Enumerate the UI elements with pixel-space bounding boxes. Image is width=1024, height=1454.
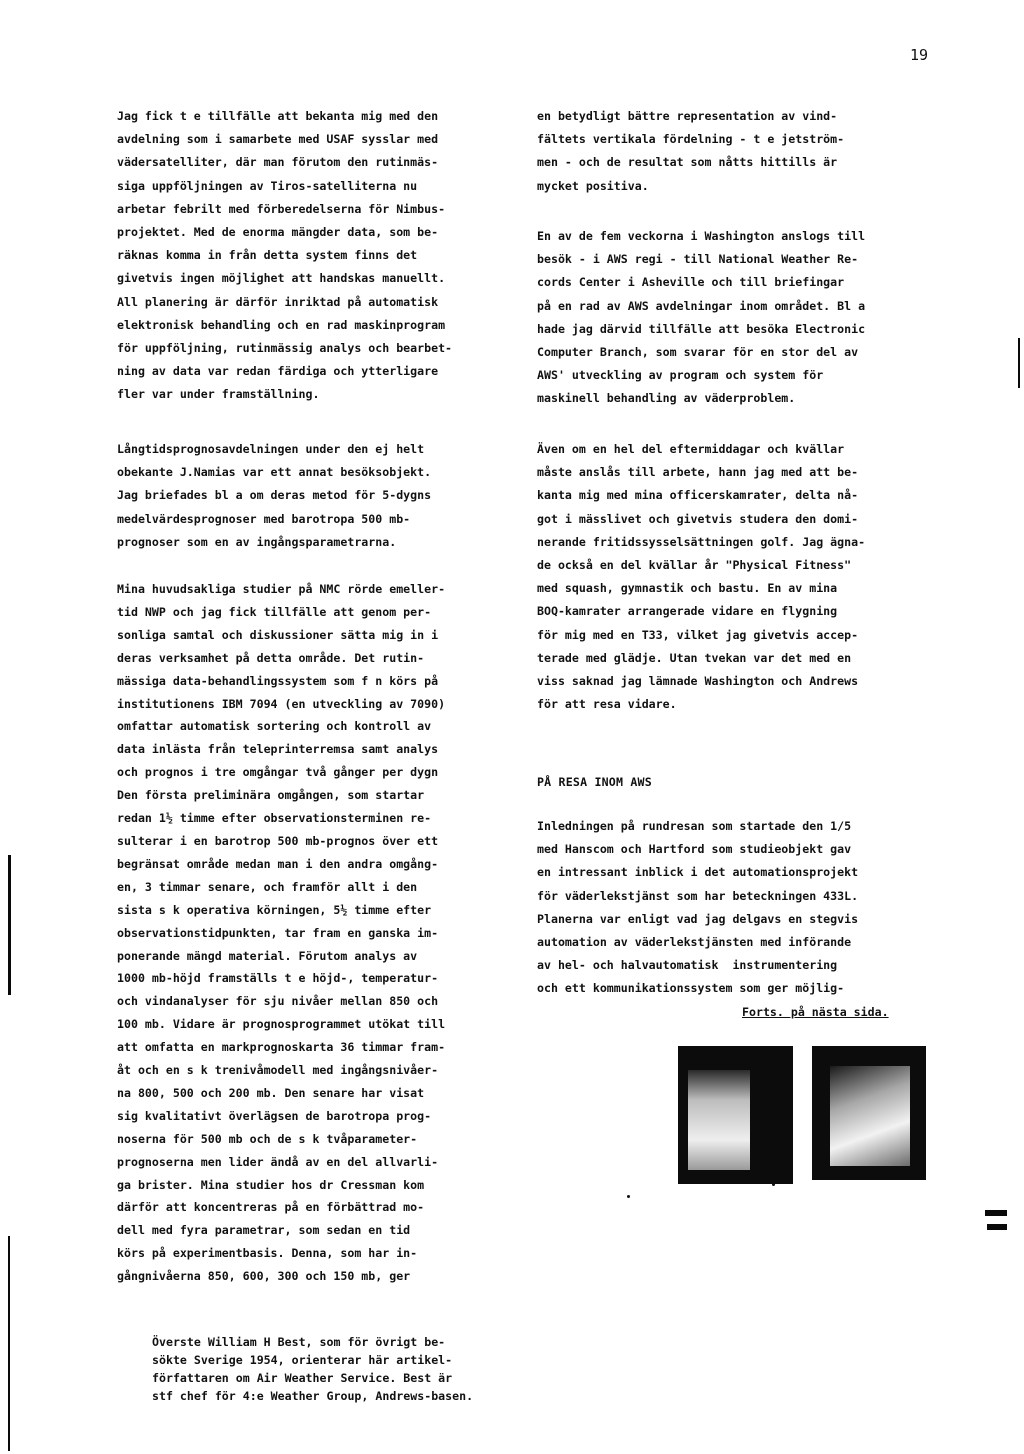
text-line: författaren om Air Weather Service. Best är	[152, 1371, 453, 1385]
text-line: Jag briefades bl a om deras metod för 5-dygns	[117, 488, 432, 503]
text-line: räknas komma in från detta system finns det	[117, 248, 418, 263]
text-line: tid NWP och jag fick tillfälle att genom per-	[117, 604, 432, 619]
text-line: data inlästa från teleprinterremsa samt analys	[117, 742, 439, 757]
text-line: och prognos i tre omgångar två gånger per dygn	[117, 765, 439, 780]
text-line: begränsat område medan man i den andra omgång-	[117, 856, 439, 871]
text-line: Långtidsprognosavdelningen under den ej helt	[117, 442, 425, 456]
text-line: därför att koncentreras på en förbättrad mo-	[117, 1200, 425, 1215]
text-line: med squash, gymnastik och bastu. En av mina	[537, 581, 838, 596]
text-line: sonliga samtal och diskussioner sätta mig in i	[117, 627, 439, 642]
text-line: siga uppföljningen av Tiros-satelliterna nu	[117, 178, 418, 193]
text-line: arbetar febrilt med förberedelserna för Nimbus-	[117, 201, 446, 216]
text-line: och vindanalyser för sju nivåer mellan 850 och	[117, 994, 439, 1009]
text-line: ga brister. Mina studier hos dr Cressman kom	[117, 1177, 425, 1192]
text-line: besök - i AWS regi - till National Weather Re-	[537, 252, 859, 267]
text-line: redan 1½ timme efter observationsterminen re-	[117, 811, 432, 826]
text-line: projektet. Med de enorma mängder data, som be-	[117, 225, 439, 240]
text-line: medelvärdesprognoser med barotropa 500 mb-	[117, 511, 411, 526]
text-line: mycket positiva.	[537, 178, 649, 193]
text-line: omfattar automatisk sortering och kontroll av	[117, 719, 432, 734]
margin-mark	[8, 1236, 10, 1451]
text-line: och ett kommunikationssystem som ger möjlig-	[537, 981, 845, 996]
text-line: automation av väderlekstjänsten med införande	[537, 935, 852, 950]
margin-mark	[8, 855, 11, 995]
text-line: måste anslås till arbete, hann jag med att be-	[537, 465, 859, 480]
right-column-para-2	[537, 225, 937, 411]
text-line: Den första preliminära omgången, som startar	[117, 788, 425, 803]
text-line: BOQ-kamrater arrangerade vidare en flygning	[537, 604, 838, 619]
text-line: sulterar i en barotrop 500 mb-prognos över ett	[117, 833, 439, 848]
text-line: en intressant inblick i det automationsprojekt	[537, 865, 859, 880]
text-line: en betydligt bättre representation av vind-	[537, 109, 838, 123]
text-line: dell med fyra parametrar, som sedan en tid	[117, 1223, 411, 1238]
right-column-para-4	[537, 815, 937, 1001]
text-line: för mig med en T33, vilket jag givetvis accep-	[537, 627, 859, 642]
text-line: Mina huvudsakliga studier på NMC rörde emeller-	[117, 582, 446, 596]
text-line: för väderlekstjänst som har beteckningen 433L.	[537, 888, 859, 903]
speck	[772, 1183, 775, 1186]
text-line: got i mässlivet och givetvis studera den domi-	[537, 511, 859, 526]
margin-mark	[987, 1224, 1007, 1230]
text-line: kanta mig med mina officerskamrater, delta nå-	[537, 488, 859, 503]
text-line: men - och de resultat som nåtts hittills är	[537, 155, 838, 170]
text-line: institutionens IBM 7094 (en utveckling av 7090)	[117, 696, 446, 711]
text-line: de också en del kvällar år "Physical Fitness"	[537, 558, 852, 573]
text-line: för uppföljning, rutinmässig analys och bearbet-	[117, 341, 453, 356]
text-line: på en rad av AWS avdelningar inom området. Bl a	[537, 298, 866, 313]
text-line: avdelning som i samarbete med USAF sysslar med	[117, 132, 439, 147]
text-line: na 800, 500 och 200 mb. Den senare har visat	[117, 1085, 425, 1100]
text-line: Även om en hel del eftermiddagar och kvällar	[537, 442, 845, 456]
section-heading	[537, 771, 937, 794]
text-line: prognoserna men lider ändå av en del allvarli-	[117, 1154, 439, 1169]
text-line: 100 mb. Vidare är prognosprogrammet utökat till	[117, 1017, 446, 1032]
text-line: fältets vertikala fördelning - t e jetström-	[537, 132, 845, 147]
text-line: vädersatelliter, där man förutom den rutinmäs-	[117, 155, 439, 170]
text-line: Överste William H Best, som för övrigt be-	[152, 1335, 446, 1349]
margin-mark	[985, 1210, 1007, 1216]
text-line: fler var under framställning.	[117, 387, 320, 402]
text-line: mässiga data-behandlingssystem som f n körs på	[117, 673, 439, 688]
text-line: observationstidpunkten, tar fram en ganska im-	[117, 925, 439, 940]
text-line: körs på experimentbasis. Denna, som har in-	[117, 1246, 418, 1261]
text-line: prognoser som en av ingångsparametrarna.	[117, 534, 397, 549]
text-line: En av de fem veckorna i Washington anslogs till	[537, 229, 866, 243]
text-line: elektronisk behandling och en rad maskinprogram	[117, 317, 446, 332]
text-line: hade jag därvid tillfälle att besöka Electronic	[537, 321, 866, 336]
speck	[627, 1195, 630, 1198]
margin-mark	[1018, 338, 1020, 388]
text-line: Inledningen på rundresan som startade den 1/5	[537, 819, 852, 833]
text-line: sista s k operativa körningen, 5½ timme efter	[117, 902, 432, 917]
text-line: att omfatta en markprognoskarta 36 timmar fram-	[117, 1040, 446, 1055]
text-line: av hel- och halvautomatisk instrumentering	[537, 958, 838, 973]
text-line: gångnivåerna 850, 600, 300 och 150 mb, ger	[117, 1269, 411, 1284]
text-line: ponerande mängd material. Förutom analys av	[117, 948, 418, 963]
text-line: Planerna var enligt vad jag delgavs en stegvis	[537, 911, 859, 926]
text-line: en, 3 timmar senare, och framför allt i den	[117, 879, 418, 894]
text-line: 1000 mb-höjd framställs t e höjd-, temperatur-	[117, 971, 439, 986]
text-line: åt och en s k trenivåmodell med ingångsnivåer-	[117, 1063, 439, 1078]
left-column-para-3	[117, 578, 517, 1288]
text-line: viss saknad jag lämnade Washington och Andrews	[537, 674, 859, 689]
text-line: ning av data var redan färdiga och ytterligare	[117, 364, 439, 379]
text-line: cords Center i Asheville och till briefingar	[537, 275, 845, 290]
right-column-para-1	[537, 105, 937, 198]
text-line: sig kvalitativt överlägsen de barotropa prog-	[117, 1108, 432, 1123]
text-line: stf chef för 4:e Weather Group, Andrews-basen.	[152, 1389, 474, 1403]
text-line: sökte Sverige 1954, orienterar här artikel-	[152, 1353, 453, 1367]
text-line: obekante J.Namias var ett annat besöksobjekt.	[117, 465, 432, 480]
photo-caption	[152, 1333, 473, 1405]
text-line: Computer Branch, som svarar för en stor del av	[537, 345, 859, 360]
left-column-para-1	[117, 105, 517, 407]
text-line: deras verksamhet på detta område. Det rutin-	[117, 650, 425, 665]
right-column-para-3	[537, 438, 937, 716]
text-line: terade med glädje. Utan tvekan var det med en	[537, 650, 852, 665]
page-number: 19	[909, 46, 928, 64]
text-line: noserna för 500 mb och de s k tvåparameter-	[117, 1131, 418, 1146]
text-line: för att resa vidare.	[537, 697, 677, 712]
text-line: All planering är därför inriktad på automatisk	[117, 294, 439, 309]
section-heading-text: PÅ RESA INOM AWS	[537, 775, 652, 789]
text-line: givetvis ingen möjlighet att handskas manuellt.	[117, 271, 446, 286]
photo-right	[812, 1046, 926, 1180]
text-line: Jag fick t e tillfälle att bekanta mig med den	[117, 109, 439, 123]
text-line: maskinell behandling av väderproblem.	[537, 391, 796, 406]
continued-next-page: Forts. på nästa sida.	[742, 1005, 889, 1019]
text-line: med Hanscom och Hartford som studieobjekt gav	[537, 842, 852, 857]
text-line: nerande fritidssysselsättningen golf. Jag ägna-	[537, 534, 866, 549]
left-column-para-2	[117, 438, 517, 554]
text-line: AWS' utveckling av program och system för	[537, 368, 824, 383]
photo-left	[678, 1046, 793, 1184]
